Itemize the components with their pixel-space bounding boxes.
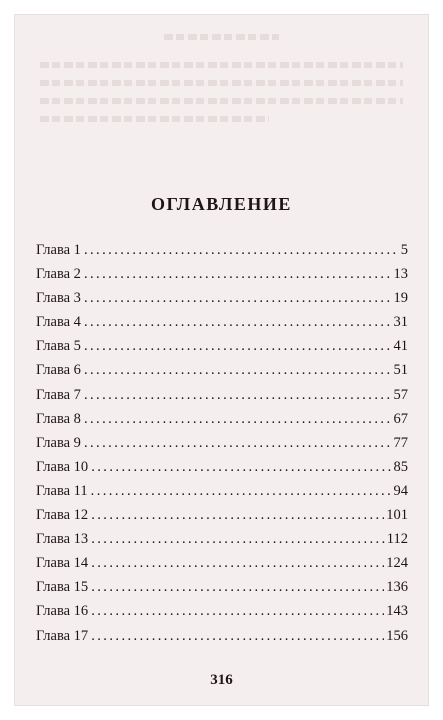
toc-entry-page: 51	[393, 362, 408, 379]
page-number: 316	[210, 672, 233, 688]
toc-entry[interactable]	[36, 362, 408, 386]
toc-entry[interactable]	[36, 507, 408, 531]
toc-entry[interactable]	[36, 555, 408, 579]
toc-entry-page: 57	[393, 386, 408, 403]
toc-entry-page: 124	[386, 555, 408, 572]
bleed-through-text	[164, 34, 279, 40]
toc-entry-page: 19	[393, 290, 408, 307]
toc-entry-page: 5	[400, 242, 408, 258]
toc-entry-label: Глава 2	[36, 266, 81, 283]
toc-entry[interactable]	[36, 338, 408, 362]
toc-entry-page: 143	[386, 603, 408, 620]
toc-entry-label: Глава 4	[36, 314, 81, 331]
dot-leader	[84, 411, 392, 428]
toc-entry[interactable]	[36, 266, 408, 290]
toc-entry-label: Глава 10	[36, 458, 89, 475]
dot-leader	[91, 579, 384, 596]
toc-entry-label: Глава 6	[36, 362, 81, 379]
toc-entry[interactable]	[36, 242, 408, 266]
toc-entry-label: Глава 16	[36, 603, 89, 620]
bleed-through-text	[40, 62, 403, 68]
toc-entry-label: Глава 1	[36, 242, 81, 258]
dot-leader	[84, 362, 392, 379]
book-page	[14, 14, 429, 706]
toc-entry[interactable]	[36, 628, 408, 652]
toc-entry[interactable]	[36, 483, 408, 507]
toc-entry-label: Глава 11	[36, 482, 88, 499]
dot-leader	[84, 387, 392, 404]
toc-entry-label: Глава 9	[36, 434, 81, 451]
bleed-through-text	[40, 98, 403, 104]
toc-entry-label: Глава 15	[36, 579, 89, 596]
bleed-through-text	[40, 80, 403, 86]
dot-leader	[84, 290, 392, 307]
toc-entry-label: Глава 13	[36, 531, 89, 548]
toc-entry-label: Глава 8	[36, 410, 81, 427]
dot-leader	[91, 507, 384, 524]
toc-entry[interactable]	[36, 459, 408, 483]
toc-entry[interactable]	[36, 435, 408, 459]
toc-entry-page: 94	[393, 482, 408, 499]
toc-list	[36, 242, 408, 652]
toc-entry-page: 85	[393, 458, 408, 475]
dot-leader	[91, 628, 384, 645]
toc-entry[interactable]	[36, 411, 408, 435]
toc-entry-page: 136	[386, 579, 408, 596]
toc-entry-label: Глава 3	[36, 290, 81, 307]
toc-entry-page: 41	[393, 338, 408, 355]
dot-leader	[91, 555, 384, 572]
toc-entry-page: 156	[386, 627, 408, 644]
toc-entry[interactable]	[36, 314, 408, 338]
dot-leader	[84, 266, 392, 283]
toc-entry-label: Глава 14	[36, 555, 89, 572]
dot-leader	[91, 459, 391, 476]
toc-entry[interactable]	[36, 387, 408, 411]
dot-leader	[84, 314, 392, 331]
toc-entry-page: 31	[393, 314, 408, 331]
dot-leader	[84, 242, 399, 259]
toc-entry[interactable]	[36, 531, 408, 555]
toc-title: ОГЛАВЛЕНИЕ	[151, 194, 292, 214]
toc-entry[interactable]	[36, 579, 408, 603]
toc-entry-page: 77	[393, 434, 408, 451]
toc-entry[interactable]	[36, 290, 408, 314]
toc-entry-label: Глава 7	[36, 386, 81, 403]
bleed-through-text	[40, 116, 269, 122]
dot-leader	[91, 531, 385, 548]
toc-entry-page: 101	[386, 507, 408, 524]
dot-leader	[84, 338, 392, 355]
dot-leader	[91, 603, 384, 620]
toc-entry-page: 13	[393, 266, 408, 283]
dot-leader	[84, 435, 392, 452]
toc-entry-label: Глава 17	[36, 627, 89, 644]
toc-entry-page: 67	[393, 410, 408, 427]
dot-leader	[91, 483, 392, 500]
toc-entry-page: 112	[386, 531, 408, 548]
toc-entry-label: Глава 5	[36, 338, 81, 355]
toc-entry-label: Глава 12	[36, 507, 89, 524]
toc-entry[interactable]	[36, 603, 408, 627]
